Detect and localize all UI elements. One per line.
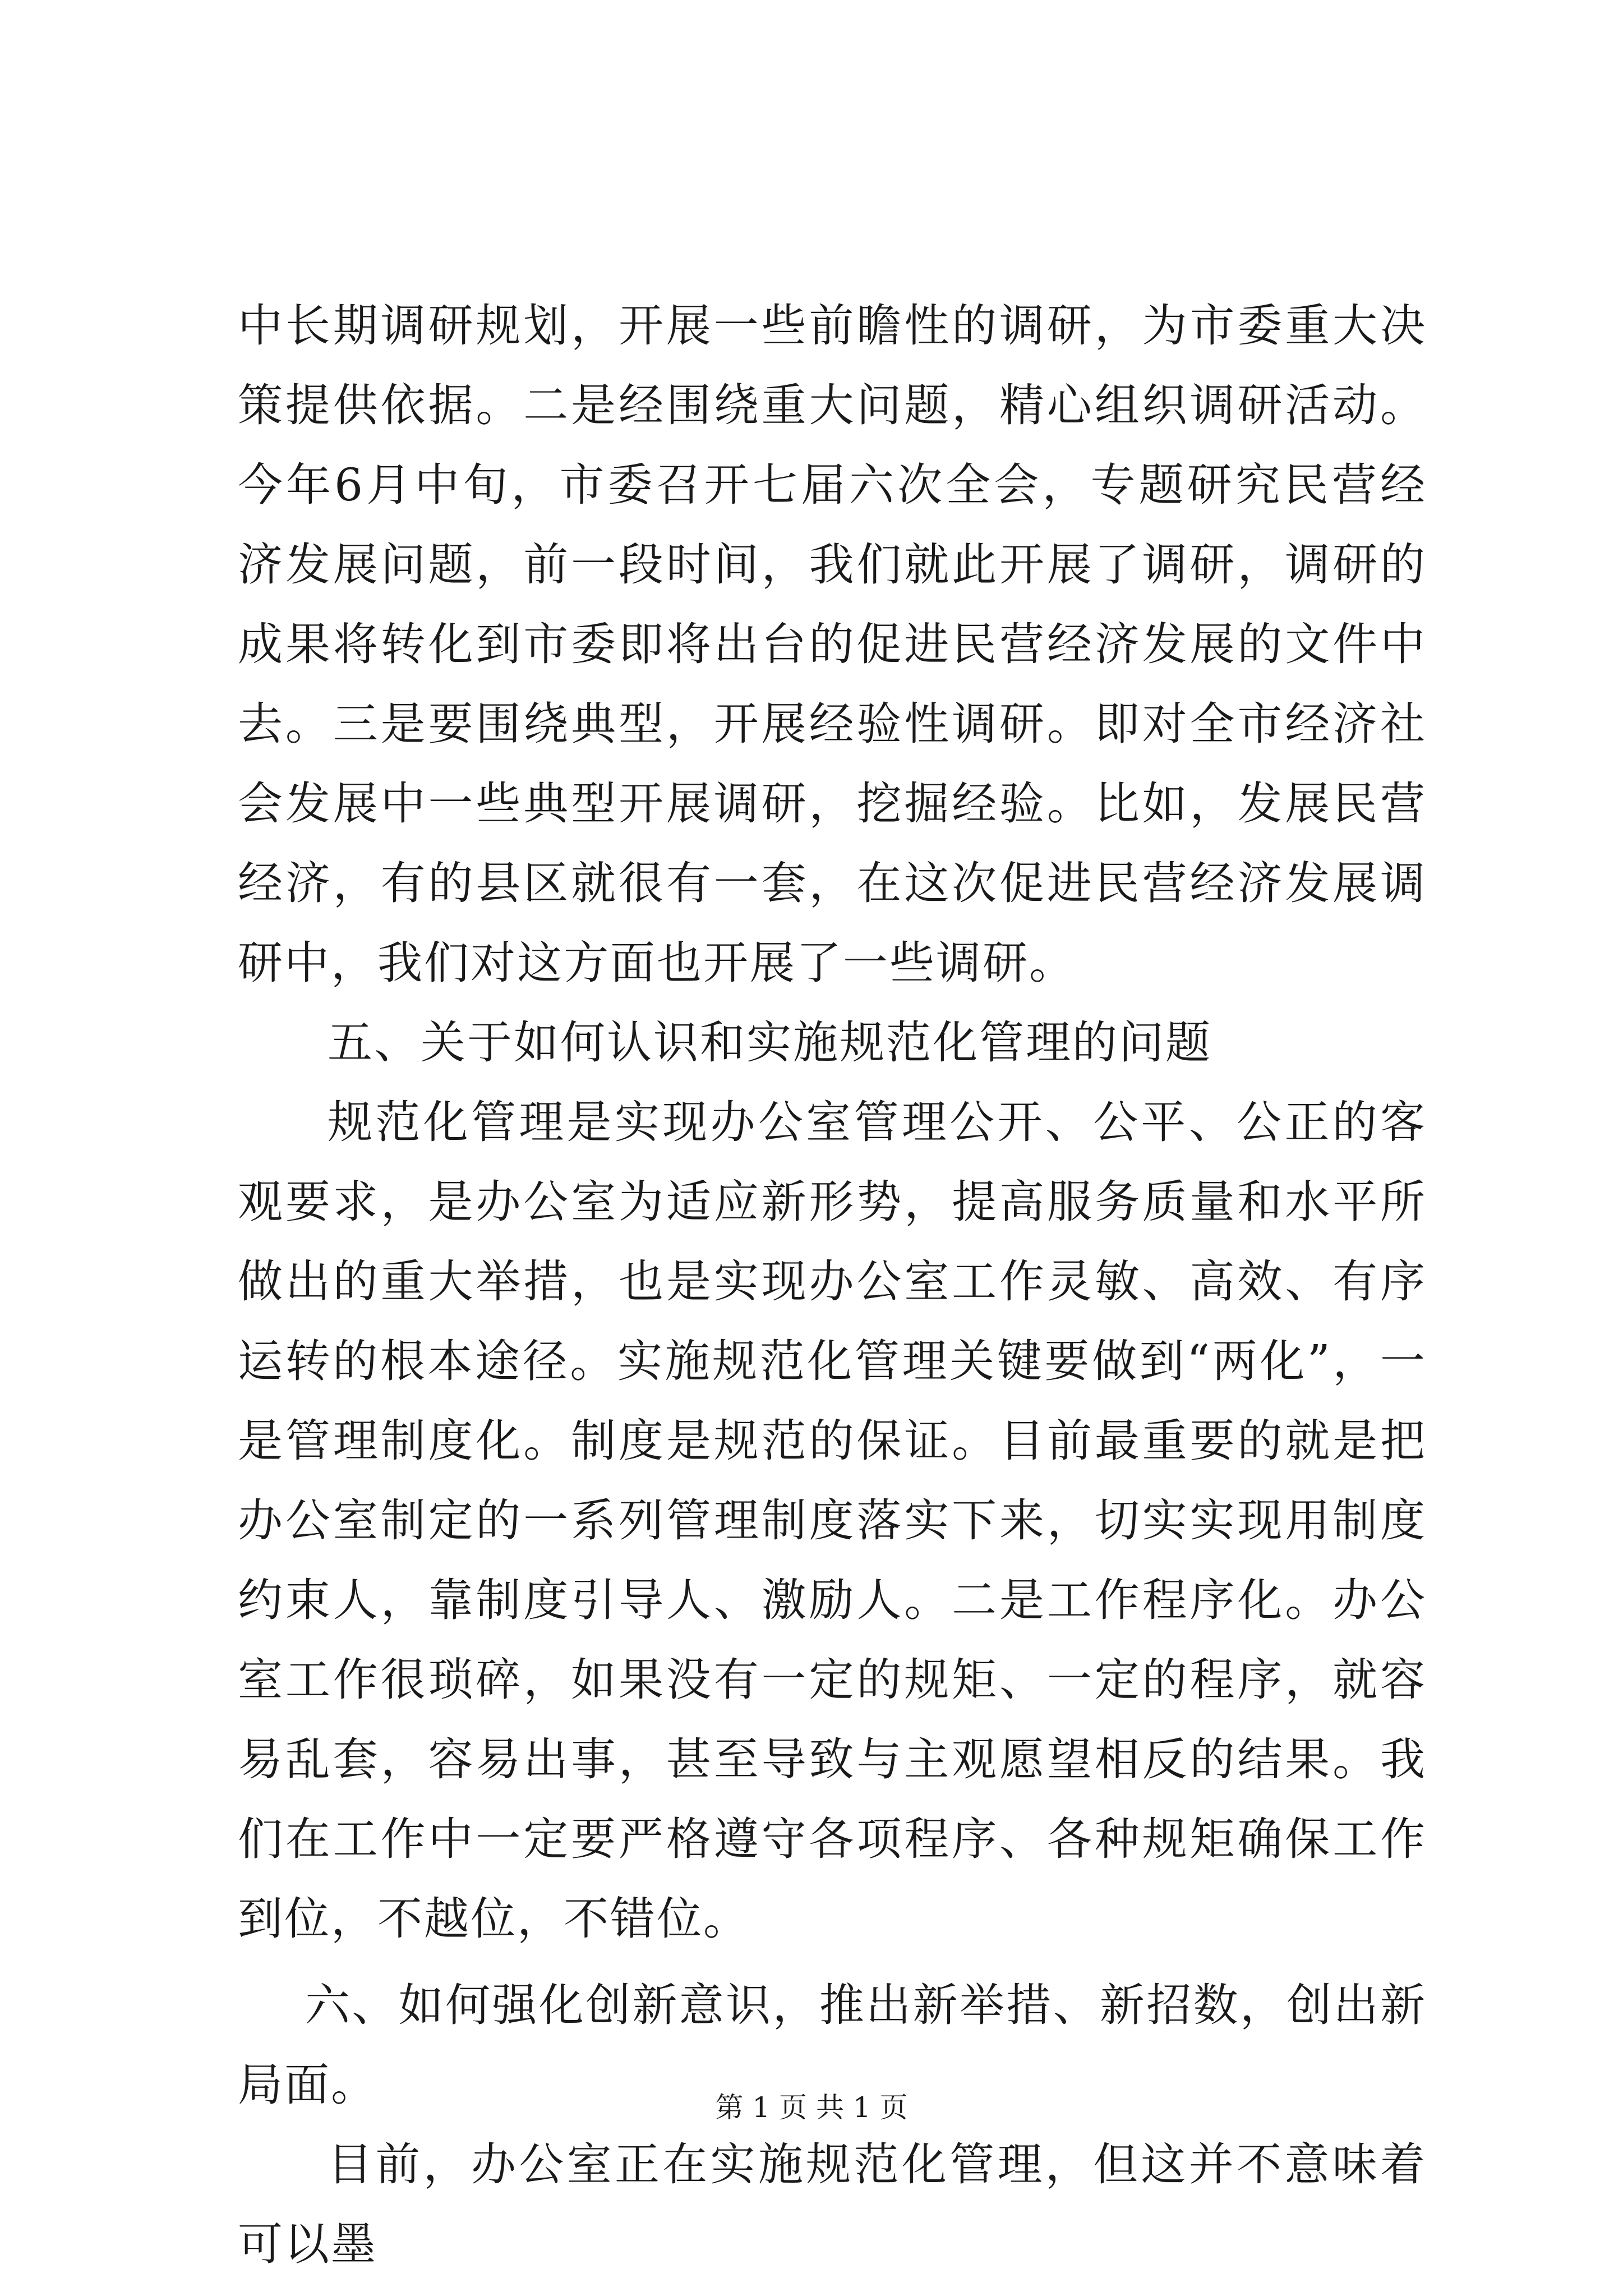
section-heading-6: 六、如何强化创新意识，推出新举措、新招数，创出新局面。 [238,1979,1427,2111]
page-footer: 第 1 页 共 1 页 [715,2091,908,2124]
paragraph-innovation: 目前，办公室正在实施规范化管理，但这并不意味着可以墨 [238,2138,1427,2270]
paragraph-standardized-management: 规范化管理是实现办公室管理公开、公平、公正的客观要求，是办公室为适应新形势，提高服务质量和水平所做出的重大举措，也是实现办公室工作灵敏、高效、有序运转的根本途径。实施规范化管理关键要做到“两化”，一是管理制度化。制度是规范的保证。目前最重要的就是把办公室制定的一系列管理制度落实下来，切实实现用制度约束人，靠制度引导人、激励人。二是工作程序化。办公室工作很琐碎，如果没有一定的规矩、一定的程序，就容易乱套，容易出事，甚至导致与主观愿望相反的结果。我们在工作中一定要严格遵守各项程序、各种规矩确保工作到位，不越位，不错位。 [238,1096,1427,1945]
section-heading-5: 五、关于如何认识和实施规范化管理的问题 [328,1016,1212,1069]
document-body [238,286,1427,2284]
paragraph-continuation: 中长期调研规划，开展一些前瞻性的调研，为市委重大决策提供依据。二是经围绕重大问题，精心组织调研活动。今年6月中旬，市委召开七届六次全会，专题研究民营经济发展问题，前一段时间，我们就此开展了调研，调研的成果将转化到市委即将出台的促进民营经济发展的文件中去。三是要围绕典型，开展经验性调研。即对全市经济社会发展中一些典型开展调研，挖掘经验。比如，发展民营经济，有的县区就很有一套，在这次促进民营经济发展调研中，我们对这方面也开展了一些调研。 [238,300,1427,989]
